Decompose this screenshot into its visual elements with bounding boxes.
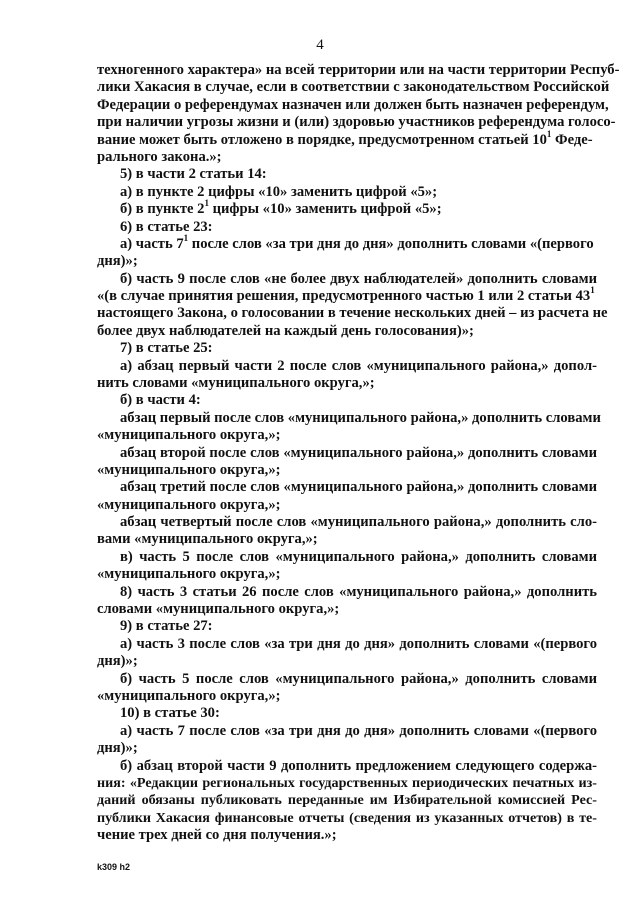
text-line: дня)»; bbox=[97, 653, 138, 670]
text-line: 8) часть 3 статьи 26 после слов «муниципального района,» дополнить bbox=[120, 583, 597, 600]
text-line: а) в пункте 2 цифры «10» заменить цифрой «5»; bbox=[120, 183, 438, 200]
text-line: 7) в статье 25: bbox=[120, 340, 213, 357]
text-line: лики Хакасия в случае, если в соответствии с законодательством Российской bbox=[97, 79, 610, 96]
text-line: словами «муниципального округа,»; bbox=[97, 601, 340, 617]
text-line: «(в случае принятия решения, предусмотренного частью 1 или 2 статьи $43^1$ bbox=[97, 285, 595, 304]
text-line: б) часть 5 после слов «муниципального района,» дополнить словами bbox=[120, 670, 597, 687]
document-code: k309 h2 bbox=[97, 862, 131, 872]
text-line: б) в части 4: bbox=[120, 392, 201, 409]
text-line: Федерации о референдумах назначен или должен быть назначен референдум, bbox=[97, 96, 609, 113]
text-line: «муниципального округа,»; bbox=[97, 566, 281, 583]
text-line: «муниципального округа,»; bbox=[97, 687, 281, 704]
text-line: а) часть $7^1$ после слов «за три дня до дня» дополнить словами «(первого bbox=[120, 233, 594, 252]
text-line: нить словами «муниципального округа,»; bbox=[97, 375, 375, 391]
text-line: вание может быть отложено в порядке, предусмотренном статьей $10^1$ Феде- bbox=[97, 128, 593, 148]
text-line: 5) в части 2 статьи 14: bbox=[120, 166, 267, 183]
text-line: «муниципального округа,»; bbox=[97, 496, 281, 513]
text-line: вами «муниципального округа,»; bbox=[97, 531, 318, 548]
text-line: б) в пункте $2^1$ цифры «10» заменить цифрой «5»; bbox=[120, 198, 442, 218]
text-line: техногенного характера» на всей территории или на части территории Респуб- bbox=[97, 62, 620, 78]
text-line: публики Хакасия финансовые отчеты (сведения из указанных отчетов) в те- bbox=[97, 809, 597, 826]
text-line: абзац первый после слов «муниципального района,» дополнить словами bbox=[120, 409, 601, 426]
text-line: дня)»; bbox=[97, 740, 138, 757]
text-line: «муниципального округа,»; bbox=[97, 461, 281, 478]
text-line: 6) в статье 23: bbox=[120, 218, 213, 235]
text-line: абзац второй после слов «муниципального района,» дополнить словами bbox=[120, 444, 597, 461]
text-line: «муниципального округа,»; bbox=[97, 427, 281, 444]
text-line: при наличии угрозы жизни и (или) здоровью участников референдума голосо- bbox=[97, 114, 616, 131]
text-line: более двух наблюдателей на каждый день голосования)»; bbox=[97, 322, 474, 339]
text-line: абзац четвертый после слов «муниципального района,» дополнить сло- bbox=[120, 514, 597, 530]
text-line: настоящего Закона, о голосовании в течение нескольких дней – из расчета не bbox=[97, 305, 608, 322]
text-line: 9) в статье 27: bbox=[120, 618, 213, 635]
text-line: в) часть 5 после слов «муниципального района,» дополнить словами bbox=[120, 548, 597, 565]
page-number: 4 bbox=[316, 37, 324, 53]
text-line: абзац третий после слов «муниципального района,» дополнить словами bbox=[120, 479, 597, 496]
text-line: чение трех дней со дня получения.»; bbox=[97, 827, 337, 843]
text-line: ния: «Редакции региональных государственных периодических печатных из- bbox=[97, 774, 597, 791]
text-line: б) абзац второй части 9 дополнить предложением следующего содержа- bbox=[120, 757, 597, 774]
text-line: а) часть 7 после слов «за три дня до дня» дополнить словами «(первого bbox=[120, 722, 597, 739]
text-line: а) часть 3 после слов «за три дня до дня» дополнить словами «(первого bbox=[120, 635, 597, 652]
text-line: дня)»; bbox=[97, 253, 138, 270]
text-line: даний обязаны публиковать переданные им Избирательной комиссией Рес- bbox=[97, 792, 597, 809]
text-line: а) абзац первый части 2 после слов «муниципального района,» допол- bbox=[120, 357, 597, 374]
text-line: б) часть 9 после слов «не более двух наблюдателей» дополнить словами bbox=[120, 270, 597, 287]
text-line: 10) в статье 30: bbox=[120, 705, 220, 722]
text-line: рального закона.»; bbox=[97, 148, 222, 165]
